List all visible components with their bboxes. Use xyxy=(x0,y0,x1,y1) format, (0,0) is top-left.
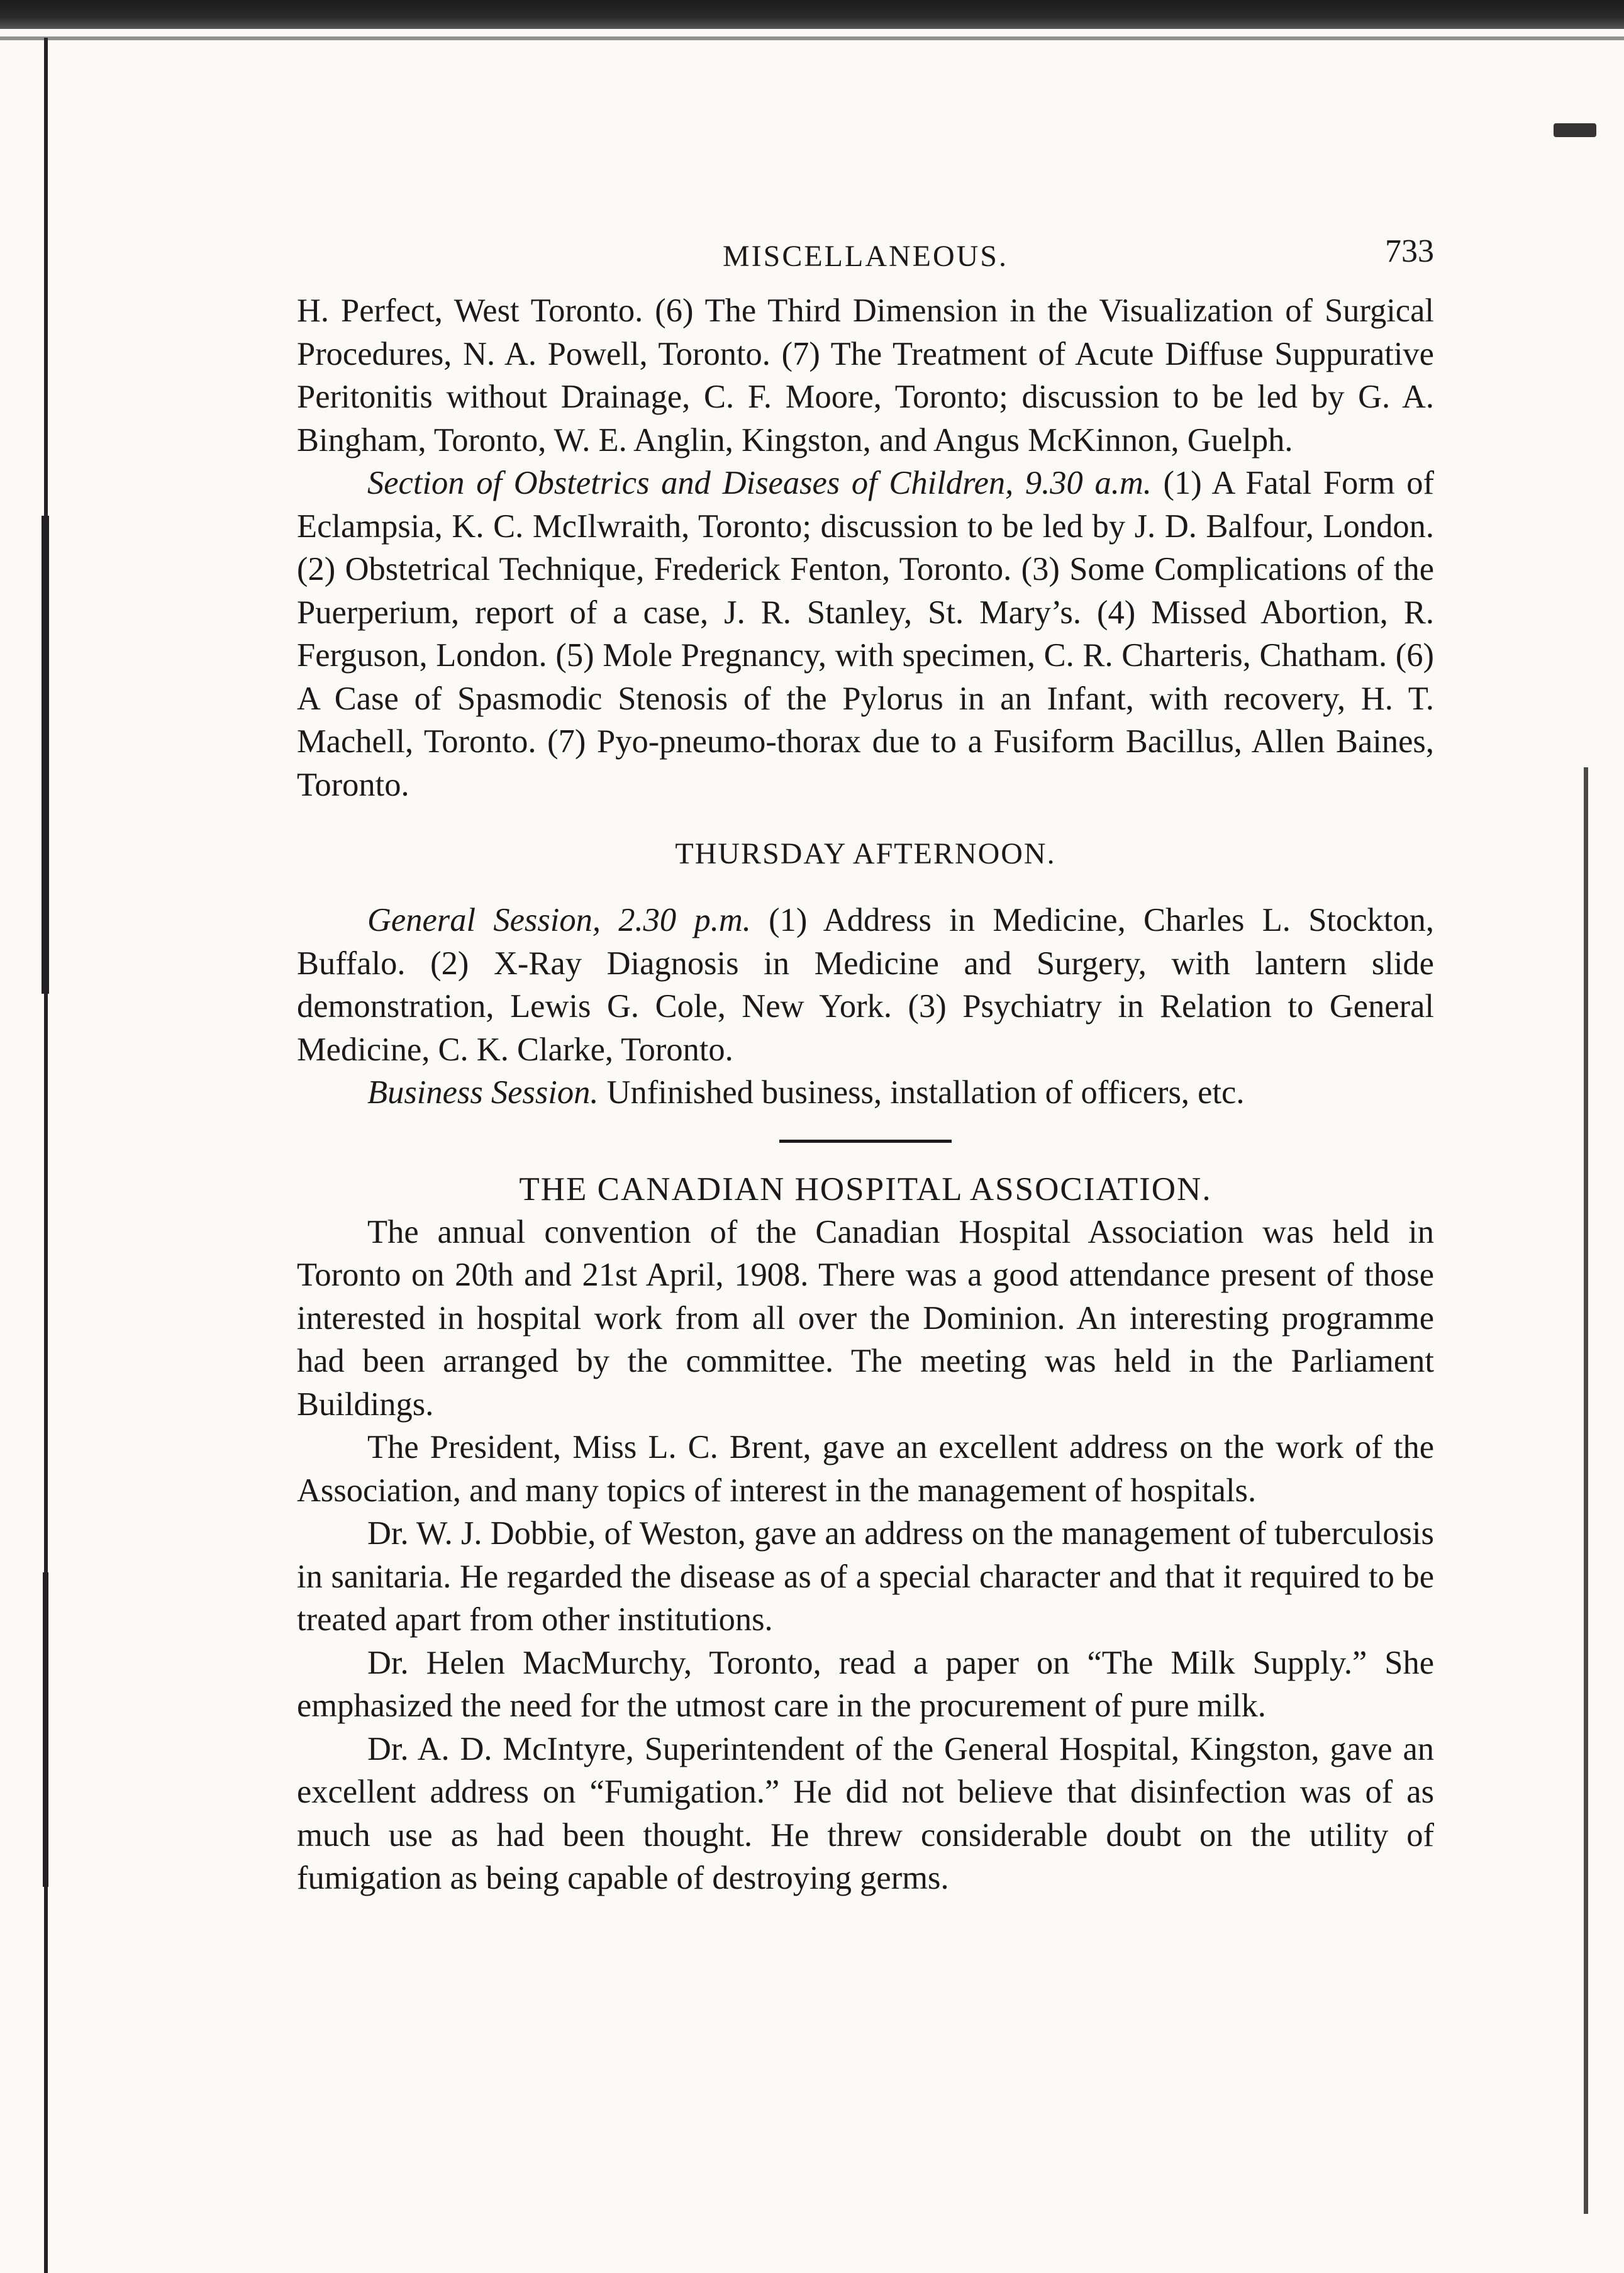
scan-left-edge-dark xyxy=(42,516,49,994)
article-paragraph: The President, Miss L. C. Brent, gave an excellent address on the work of the Association, and many topics of interest in the management of hospitals. xyxy=(297,1429,1434,1509)
scan-left-edge-lower xyxy=(43,1572,48,1887)
scan-left-edge xyxy=(44,38,48,2273)
heading-thursday-afternoon: THURSDAY AFTERNOON. xyxy=(675,837,1056,870)
section-divider xyxy=(779,1140,952,1143)
paragraph-general-session xyxy=(297,899,1434,1071)
page-number: 733 xyxy=(1385,233,1434,269)
section-label-obstetrics: Section of Obstetrics and Diseases of Children, 9.30 a.m. xyxy=(367,465,1152,501)
paragraph-business-session xyxy=(297,1071,1434,1114)
obstetrics-papers: (1) A Fatal Form of Eclampsia, K. C. McIlwraith, Toronto; discussion to be led by J. D. Balfour, London. (2) Obstetrical Technique, Frederick Fenton, Toronto. (3) Some Complications of the Puerperium, report of a case, J. R. Stanley, St. Mary’s. (4) Missed Abortion, R. Ferguson, London. (5) Mole Pregnancy, with specimen, C. R. Charteris, Chatham. (6) A Case of Spasmodic Stenosis of the Pylorus in an Infant, with recovery, H. T. Machell, Toronto. (7) Pyo-pneumo-thorax due to a Fusiform Bacillus, Allen Baines, Toronto. xyxy=(297,465,1435,803)
running-head: MISCELLANEOUS. xyxy=(722,240,1008,273)
article-paragraph: The annual convention of the Canadian Hospital Association was held in Toronto on 20th and 21st April, 1908. There was a good attendance present of those interested in hospital work from all over the Dominion. An interesting programme had been arranged by the committee. The meeting was held in the Parliament Buildings. xyxy=(297,1213,1434,1423)
business-session-text: Unfinished business, installation of officers, etc. xyxy=(598,1074,1245,1111)
article-paragraph: Dr. W. J. Dobbie, of Weston, gave an address on the management of tuberculosis in sanitaria. He regarded the disease as of a special character and that it required to be treated apart from other institutions. xyxy=(297,1515,1434,1638)
scan-right-edge xyxy=(1584,767,1588,2214)
paragraph-surgery-continued: H. Perfect, West Toronto. (6) The Third Dimension in the Visualization of Surgical Procedures, N. A. Powell, Toronto. (7) The Treatment of Acute Diffuse Suppurative Peritonitis without Drainage, C. F. Moore, Toronto; discussion to be led by G. A. Bingham, Toronto, W. E. Anglin, Kingston, and Angus McKinnon, Guelph. xyxy=(297,292,1434,458)
paragraph-obstetrics-section xyxy=(297,462,1434,806)
scan-top-edge xyxy=(0,0,1624,29)
article-paragraph: Dr. Helen MacMurchy, Toronto, read a paper on “The Milk Supply.” She emphasized the need for the utmost care in the procurement of pure milk. xyxy=(297,1644,1434,1724)
scan-top-rule xyxy=(0,36,1624,40)
general-session-papers: (1) Address in Medicine, Charles L. Stockton, Buffalo. (2) X-Ray Diagnosis in Medicine and Surgery, with lantern slide demonstration, Lewis G. Cole, New York. (3) Psychiatry in Relation to General Medicine, C. K. Clarke, Toronto. xyxy=(297,902,1434,1068)
section-label-general-session: General Session, 2.30 p.m. xyxy=(367,902,751,938)
page-header xyxy=(297,233,1434,289)
scan-corner-mark xyxy=(1554,123,1596,137)
page-body xyxy=(297,233,1434,1900)
article-paragraph: Dr. A. D. McIntyre, Superintendent of the General Hospital, Kingston, gave an excellent address on “Fumigation.” He did not believe that disinfection was of as much use as had been thought. He threw considerable doubt on the utility of fumigation as being capable of destroying germs. xyxy=(297,1730,1434,1896)
article-title: THE CANADIAN HOSPITAL ASSOCIATION. xyxy=(519,1170,1212,1208)
section-label-business-session: Business Session. xyxy=(367,1074,599,1111)
